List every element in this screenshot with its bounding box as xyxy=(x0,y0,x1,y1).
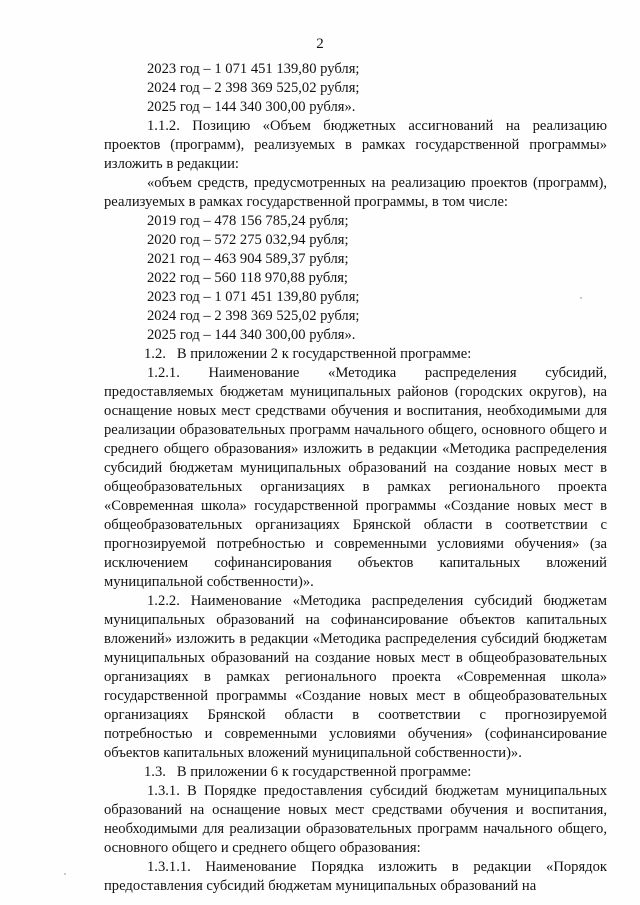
paragraph-1-2-2: 1.2.2. Наименование «Методика распределения субсидий бюджетам муниципальных образований на софинансирование объектов капитальных вложений» изложить в редакции «Методика распределения субсидий бюджетам муниципальных образований на создание новых мест в общеобразовательных организациях в рамках регионального проекта «Современная школа» государственной программы «Создание новых мест в общеобразовательных организациях Брянской области в соответствии с прогнозируемой потребностью и современными условиями обучения» (софинансирование объектов капитальных вложений муниципальной собственности)». xyxy=(104,593,607,761)
scan-artifact xyxy=(580,297,582,299)
budget-line: 2025 год – 144 340 300,00 рубля». xyxy=(147,99,356,115)
budget-line: 2020 год – 572 275 032,94 рубля; xyxy=(147,232,349,248)
budget-line: 2021 год – 463 904 589,37 рубля; xyxy=(147,251,349,267)
document-body xyxy=(104,60,607,896)
paragraph-1-3-1-1: 1.3.1.1. Наименование Порядка изложить в редакции «Порядок предоставления субсидий бюджетам муниципальных образований на xyxy=(104,859,607,894)
page-number: 2 xyxy=(316,36,324,52)
paragraph-1-3: 1.3. В приложении 6 к государственной программе: xyxy=(144,764,472,780)
paragraph-1-2: 1.2. В приложении 2 к государственной программе: xyxy=(144,346,472,362)
budget-line: 2024 год – 2 398 369 525,02 рубля; xyxy=(147,80,360,96)
budget-line: 2019 год – 478 156 785,24 рубля; xyxy=(147,213,349,229)
paragraph-1-1-2: 1.1.2. Позицию «Объем бюджетных ассигнований на реализацию проектов (программ), реализуемых в рамках государственной программы» изложить в редакции: xyxy=(104,118,607,172)
paragraph-quote: «объем средств, предусмотренных на реализацию проектов (программ), реализуемых в рамках государственной программы, в том числе: xyxy=(104,175,607,210)
budget-line: 2023 год – 1 071 451 139,80 рубля; xyxy=(147,289,360,305)
budget-line: 2022 год – 560 118 970,88 рубля; xyxy=(147,270,348,286)
budget-line: 2024 год – 2 398 369 525,02 рубля; xyxy=(147,308,360,324)
budget-line: 2023 год – 1 071 451 139,80 рубля; xyxy=(147,61,360,77)
budget-line: 2025 год – 144 340 300,00 рубля». xyxy=(147,327,356,343)
scan-artifact xyxy=(64,873,66,875)
paragraph-1-3-1: 1.3.1. В Порядке предоставления субсидий бюджетам муниципальных образований на оснащение новых мест средствами обучения и воспитания, необходимыми для реализации образовательных программ начального общего, основного общего и среднего общего образования: xyxy=(104,783,607,856)
paragraph-1-2-1: 1.2.1. Наименование «Методика распределения субсидий, предоставляемых бюджетам муниципальных районов (городских округов), на оснащение новых мест средствами обучения и воспитания, необходимыми для реализации образовательных программ начального общего, основного общего и среднего общего образования» изложить в редакции «Методика распределения субсидий бюджетам муниципальных образований на создание новых мест в общеобразовательных организациях в рамках регионального проекта «Современная школа» государственной программы «Создание новых мест в общеобразовательных организациях Брянской области в соответствии с прогнозируемой потребностью и современными условиями обучения» (за исключением софинансирования объектов капитальных вложений муниципальной собственности)». xyxy=(104,365,607,590)
